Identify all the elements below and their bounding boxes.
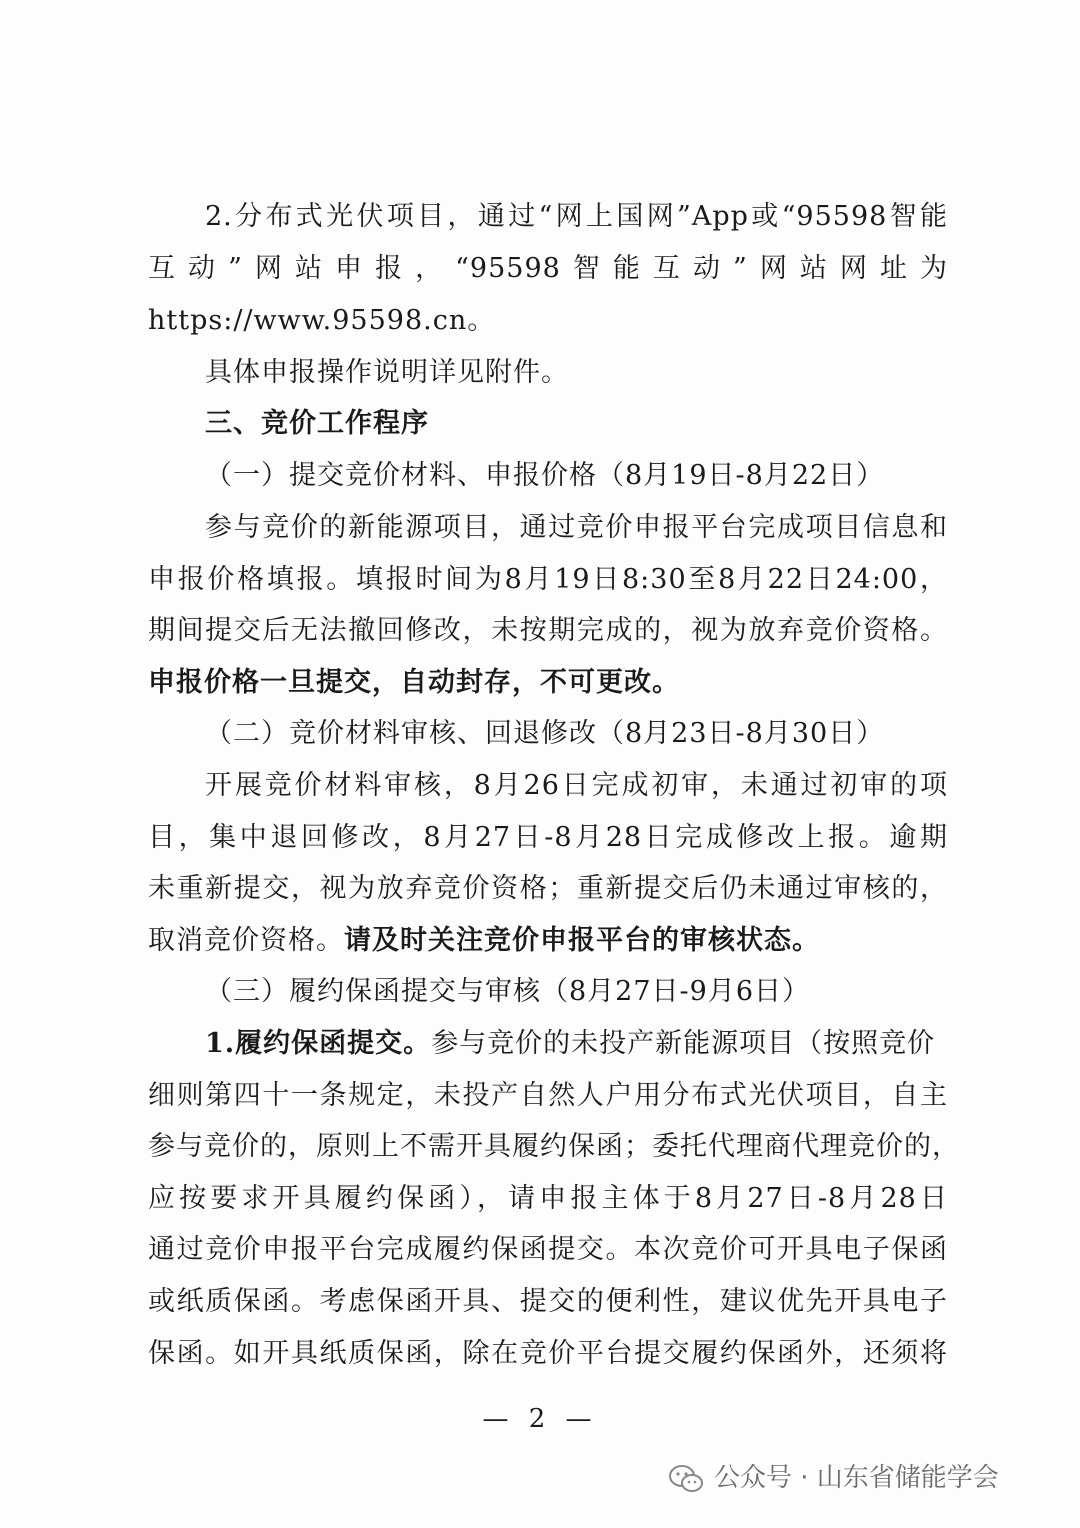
body-line: 或纸质保函。考虑保函开具、提交的便利性，建议优先开具电子 (148, 1286, 948, 1317)
body-line: 未重新提交，视为放弃竞价资格；重新提交后仍未通过审核的， (148, 873, 948, 904)
body-line: 应按要求开具履约保函），请申报主体于8月27日-8月28日 (148, 1183, 948, 1214)
body-line: 申报价格填报。填报时间为8月19日8:30至8月22日24:00， (148, 564, 948, 595)
subsection-heading: （三）履约保函提交与审核（8月27日-9月6日） (205, 976, 811, 1007)
emphasis-text: 请及时关注竞价申报平台的审核状态。 (344, 925, 820, 956)
section-heading: 三、竞价工作程序 (205, 408, 429, 439)
body-line: https://www.95598.cn。 (148, 305, 496, 336)
body-text: 取消竞价资格。 (148, 925, 344, 956)
body-line: 开展竞价材料审核，8月26日完成初审，未通过初审的项 (205, 770, 948, 801)
page-number: — 2 — (482, 1404, 598, 1434)
item-title: 1.履约保函提交。 (205, 1028, 432, 1059)
body-line: 期间提交后无法撤回修改，未按期完成的，视为放弃竞价资格。 (148, 615, 948, 646)
body-line: 参与竞价的新能源项目，通过竞价申报平台完成项目信息和 (205, 512, 948, 543)
body-line: 目，集中退回修改，8月27日-8月28日完成修改上报。逾期 (148, 822, 948, 853)
wechat-icon (668, 1464, 704, 1494)
body-line: 细则第四十一条规定，未投产自然人户用分布式光伏项目，自主 (148, 1080, 948, 1111)
subsection-heading: （一）提交竞价材料、申报价格（8月19日-8月22日） (205, 460, 885, 491)
watermark-text: 公众号 · 山东省储能学会 (714, 1463, 999, 1493)
body-line (205, 1018, 948, 1070)
body-line: 具体申报操作说明详见附件。 (205, 357, 569, 388)
body-line: 参与竞价的，原则上不需开具履约保函；委托代理商代理竞价的， (148, 1131, 960, 1162)
body-text: 参与竞价的未投产新能源项目（按照竞价 (431, 1028, 936, 1059)
body-line: 通过竞价申报平台完成履约保函提交。本次竞价可开具电子保函 (148, 1234, 948, 1265)
subsection-heading: （二）竞价材料审核、回退修改（8月23日-8月30日） (205, 718, 885, 749)
emphasis-line: 申报价格一旦提交，自动封存，不可更改。 (148, 667, 680, 698)
body-line: 2.分布式光伏项目，通过“网上国网”App或“95598智能 (205, 201, 948, 232)
body-line: 保函。如开具纸质保函，除在竞价平台提交履约保函外，还须将 (148, 1338, 948, 1369)
body-line: 互动”网站申报，“95598智能互动”网站网址为 (148, 253, 948, 284)
body-line (148, 915, 948, 967)
watermark (668, 1452, 1068, 1504)
